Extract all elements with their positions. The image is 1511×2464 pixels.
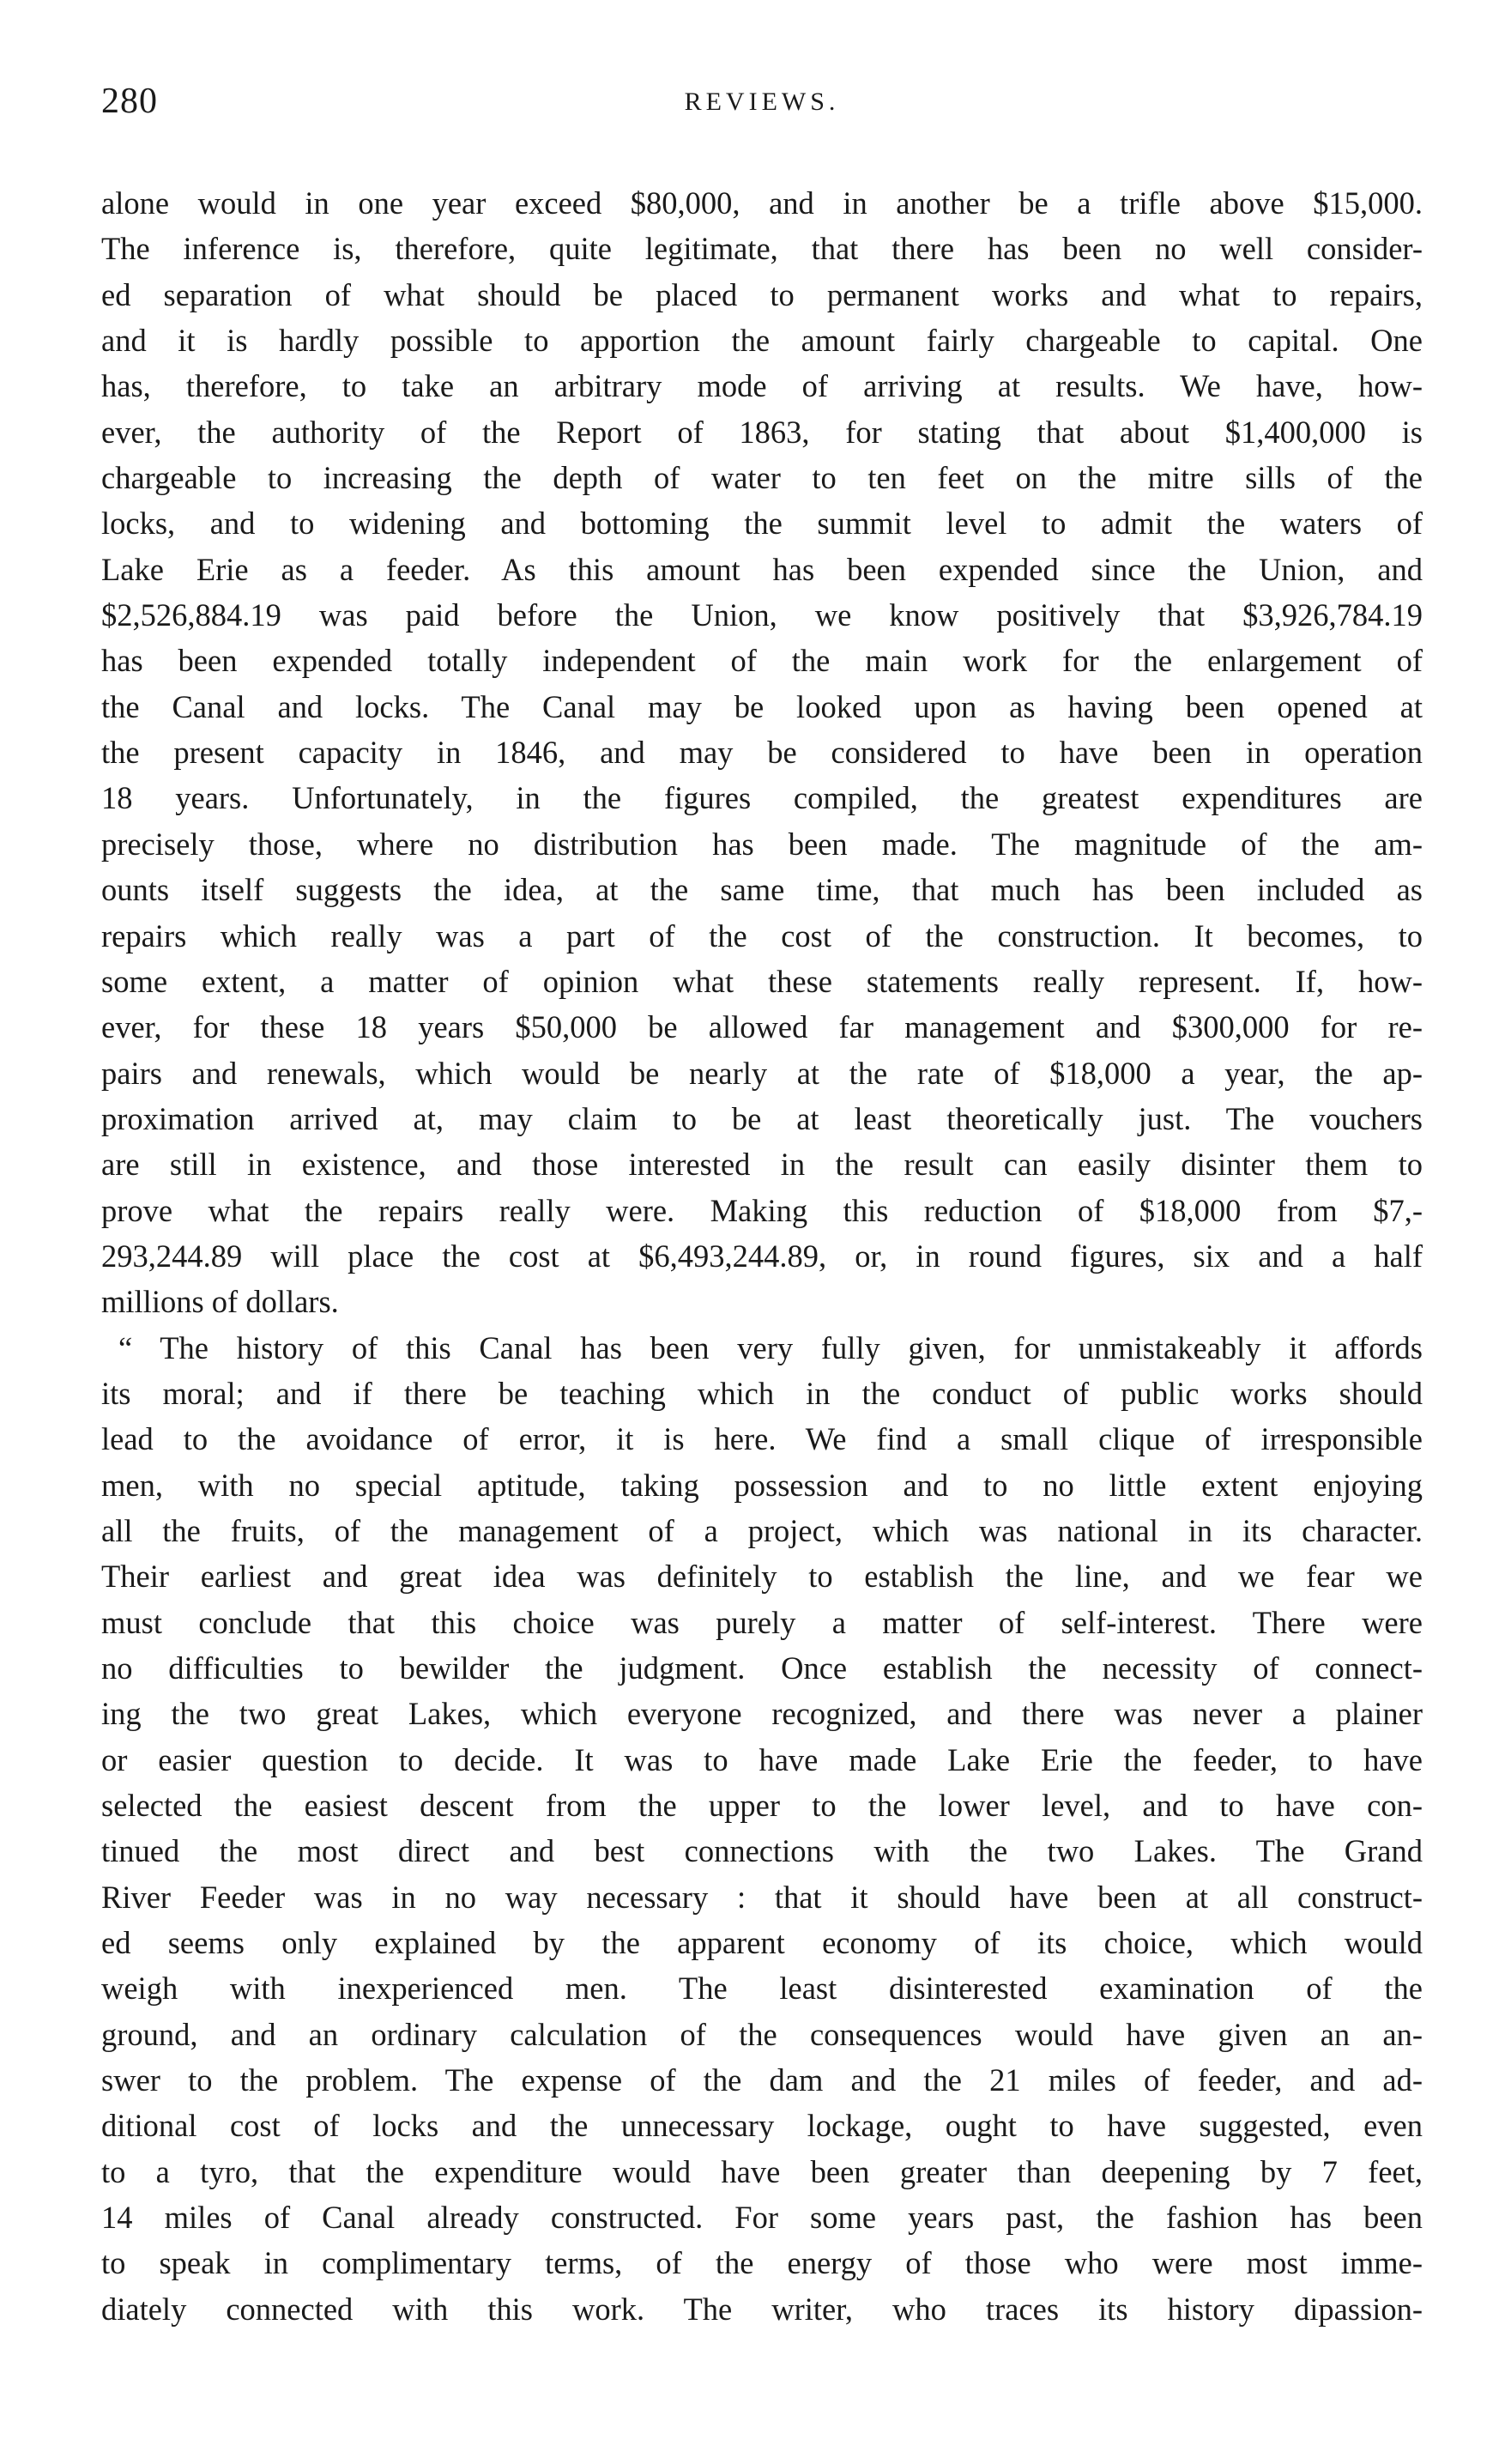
text-line: the present capacity in 1846, and may be considered to have been in operation <box>101 735 1423 771</box>
text-line: no difficulties to bewilder the judgment. Once establish the necessity of connect- <box>101 1650 1423 1686</box>
text-line: the Canal and locks. The Canal may be looked upon as having been opened at <box>101 688 1423 724</box>
text-line: lead to the avoidance of error, it is here. We find a small clique of irresponsible <box>101 1421 1423 1457</box>
text-line: to a tyro, that the expenditure would have been greater than deepening by 7 feet, <box>101 2153 1423 2189</box>
text-line: precisely those, where no distribution has been made. The magnitude of the am- <box>101 826 1423 862</box>
text-line: are still in existence, and those interested in the result can easily disinter them to <box>101 1147 1423 1183</box>
text-line: must conclude that this choice was purely a matter of self-interest. There were <box>101 1604 1423 1640</box>
text-line: Lake Erie as a feeder. As this amount has been expended since the Union, and <box>101 551 1423 587</box>
running-head <box>101 76 1423 136</box>
text-line: swer to the problem. The expense of the dam and the 21 miles of feeder, and ad- <box>101 2062 1423 2098</box>
text-line: ed seems only explained by the apparent economy of its choice, which would <box>101 1925 1423 1961</box>
text-line: millions of dollars. <box>101 1284 339 1320</box>
text-line: diately connected with this work. The writer, who traces its history dipassion- <box>101 2291 1423 2327</box>
text-line: men, with no special aptitude, taking possession and to no little extent enjoying <box>101 1467 1423 1503</box>
text-line: 14 miles of Canal already constructed. For some years past, the fashion has been <box>101 2200 1423 2236</box>
text-line: some extent, a matter of opinion what these statements really represent. If, how- <box>101 963 1423 999</box>
text-line: River Feeder was in no way necessary : that it should have been at all construct- <box>101 1879 1423 1915</box>
text-line: pairs and renewals, which would be nearly at the rate of $18,000 a year, the ap- <box>101 1055 1423 1091</box>
text-line: has, therefore, to take an arbitrary mode of arriving at results. We have, how- <box>101 368 1423 404</box>
body-text <box>101 180 1423 2332</box>
text-line: to speak in complimentary terms, of the energy of those who were most imme- <box>101 2245 1423 2281</box>
page-number: 280 <box>101 82 158 121</box>
text-line: selected the easiest descent from the upper to the lower level, and to have con- <box>101 1788 1423 1824</box>
text-line: The inference is, therefore, quite legitimate, that there has been no well consider- <box>101 231 1423 267</box>
running-title: REVIEWS. <box>684 88 840 116</box>
text-line: its moral; and if there be teaching which in the conduct of public works should <box>101 1375 1423 1411</box>
text-line: “ The history of this Canal has been very fully given, for unmistakeably it affords <box>118 1329 1423 1365</box>
text-line: Their earliest and great idea was definitely to establish the line, and we fear we <box>101 1559 1423 1595</box>
text-line: 18 years. Unfortunately, in the figures compiled, the greatest expenditures are <box>101 780 1423 816</box>
text-line: ing the two great Lakes, which everyone recognized, and there was never a plainer <box>101 1696 1423 1732</box>
text-line: 293,244.89 will place the cost at $6,493,244.89, or, in round figures, six and a half <box>101 1238 1423 1274</box>
text-line: all the fruits, of the management of a project, which was national in its character. <box>101 1512 1423 1548</box>
text-line: alone would in one year exceed $80,000, and in another be a trifle above $15,000. <box>101 185 1423 221</box>
text-line: ditional cost of locks and the unnecessary lockage, ought to have suggested, even <box>101 2108 1423 2144</box>
text-line: tinued the most direct and best connections with the two Lakes. The Grand <box>101 1833 1423 1869</box>
text-line: and it is hardly possible to apportion the amount fairly chargeable to capital. One <box>101 323 1423 359</box>
text-line: ever, the authority of the Report of 1863, for stating that about $1,400,000 is <box>101 414 1423 450</box>
text-line: repairs which really was a part of the cost of the construction. It becomes, to <box>101 917 1423 954</box>
text-line: ed separation of what should be placed to permanent works and what to repairs, <box>101 276 1423 312</box>
text-line: or easier question to decide. It was to have made Lake Erie the feeder, to have <box>101 1741 1423 1777</box>
text-line: ever, for these 18 years $50,000 be allowed far management and $300,000 for re- <box>101 1009 1423 1045</box>
text-line: proximation arrived at, may claim to be at least theoretically just. The vouchers <box>101 1100 1423 1136</box>
text-line: weigh with inexperienced men. The least disinterested examination of the <box>101 1971 1423 2007</box>
text-line: $2,526,884.19 was paid before the Union, we know positively that $3,926,784.19 <box>101 597 1423 633</box>
text-line: prove what the repairs really were. Making this reduction of $18,000 from $7,- <box>101 1192 1423 1228</box>
text-line: ounts itself suggests the idea, at the same time, that much has been included as <box>101 872 1423 908</box>
text-line: chargeable to increasing the depth of water to ten feet on the mitre sills of the <box>101 460 1423 496</box>
text-line: has been expended totally independent of the main work for the enlargement of <box>101 643 1423 679</box>
text-line: ground, and an ordinary calculation of the consequences would have given an an- <box>101 2016 1423 2052</box>
text-line: locks, and to widening and bottoming the summit level to admit the waters of <box>101 506 1423 542</box>
